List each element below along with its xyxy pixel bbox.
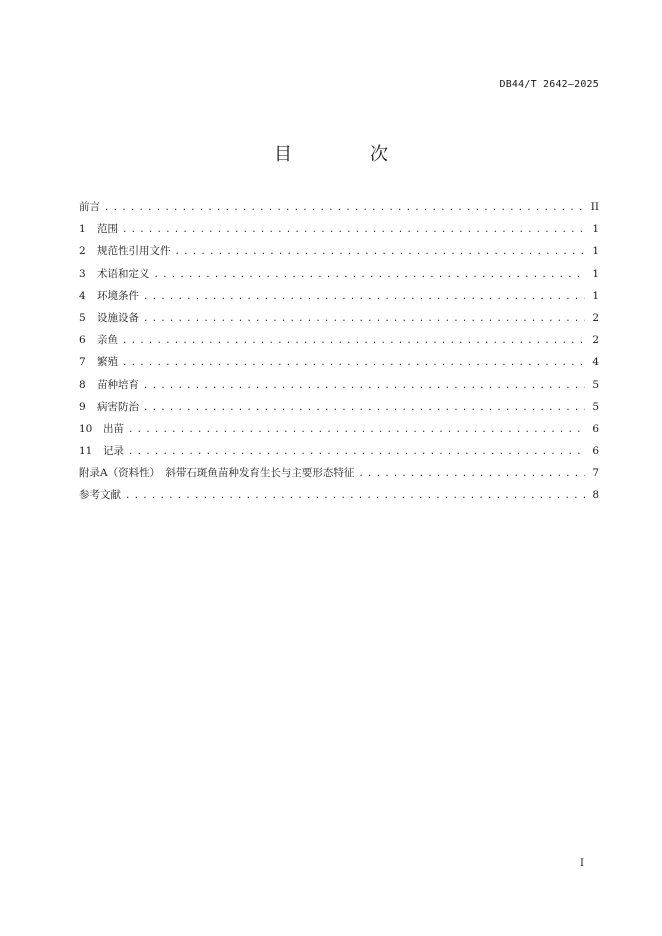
toc-entry-label: 苗种培育 [97,378,139,391]
toc-entry-page: II [590,201,599,213]
toc-entry-label: 前言 [79,201,100,213]
toc-entry-label: 附录A（资料性） 斜带石斑鱼苗种发育生长与主要形态特征 [79,467,355,480]
toc-leader-dots [128,425,585,435]
toc-entry-appendix-a[interactable] [79,465,599,487]
toc-entry-page: 1 [592,267,599,280]
toc-entry-page: 8 [592,489,599,502]
toc-entry-page: 4 [592,356,599,369]
toc-leader-dots [125,491,585,501]
toc-entry-page: 1 [592,245,599,258]
toc-entry-page: 7 [592,467,599,480]
toc-entry-breeding[interactable] [79,354,599,376]
toc-entry-number: 5 [79,311,86,324]
toc-entry-page: 1 [592,223,599,236]
toc-entry-label: 环境条件 [97,289,139,302]
toc-entry-facilities[interactable] [79,310,599,332]
toc-entry-environment[interactable] [79,288,599,310]
toc-leader-dots [104,203,585,213]
toc-entry-foreword[interactable] [79,199,599,221]
toc-entry-page: 6 [592,445,599,458]
toc-entry-fry-output[interactable] [79,421,599,443]
toc-leader-dots [143,314,585,324]
toc-leader-dots [358,469,585,479]
toc-entry-number: 4 [79,289,86,302]
toc-entry-label: 记录 [103,445,124,458]
toc-entry-page: 5 [592,378,599,391]
toc-entry-page: 2 [592,311,599,324]
document-code: DB44/T 2642—2025 [499,79,599,90]
toc-entry-number: 10 [79,422,93,435]
toc-entry-number: 6 [79,334,86,347]
toc-leader-dots [154,270,586,280]
toc-leader-dots [122,225,585,235]
toc-leader-dots [143,292,585,302]
toc-entry-page: 1 [592,289,599,302]
toc-entry-number: 3 [79,267,86,280]
toc-title: 目 次 [274,144,418,165]
toc-list [79,199,599,510]
toc-entry-label: 设施设备 [97,311,139,324]
toc-entry-page: 2 [592,334,599,347]
toc-entry-label: 病害防治 [97,400,139,413]
toc-leader-dots [175,247,586,257]
toc-entry-number: 9 [79,400,86,413]
toc-entry-label: 亲鱼 [97,334,118,347]
toc-entry-label: 参考文献 [79,489,121,502]
toc-entry-scope[interactable] [79,221,599,243]
toc-entry-number: 1 [79,223,86,236]
toc-entry-number: 11 [79,445,93,458]
toc-entry-terms-definitions[interactable] [79,266,599,288]
toc-entry-normative-references[interactable] [79,243,599,265]
toc-entry-page: 6 [592,422,599,435]
toc-entry-label: 出苗 [103,422,124,435]
toc-entry-broodstock[interactable] [79,332,599,354]
toc-entry-label: 规范性引用文件 [97,245,171,258]
toc-entry-number: 2 [79,245,86,258]
toc-leader-dots [128,447,585,457]
toc-entry-bibliography[interactable] [79,487,599,509]
toc-entry-fry-rearing[interactable] [79,377,599,399]
toc-entry-records[interactable] [79,443,599,465]
toc-entry-label: 繁殖 [97,356,118,369]
toc-leader-dots [143,403,585,413]
toc-entry-number: 7 [79,356,86,369]
toc-entry-label: 术语和定义 [97,267,150,280]
toc-leader-dots [122,358,585,368]
toc-entry-page: 5 [592,400,599,413]
toc-leader-dots [122,336,585,346]
toc-entry-label: 范围 [97,223,118,236]
page-number: I [580,858,584,869]
toc-entry-number: 8 [79,378,86,391]
toc-entry-disease-control[interactable] [79,399,599,421]
toc-leader-dots [143,381,585,391]
